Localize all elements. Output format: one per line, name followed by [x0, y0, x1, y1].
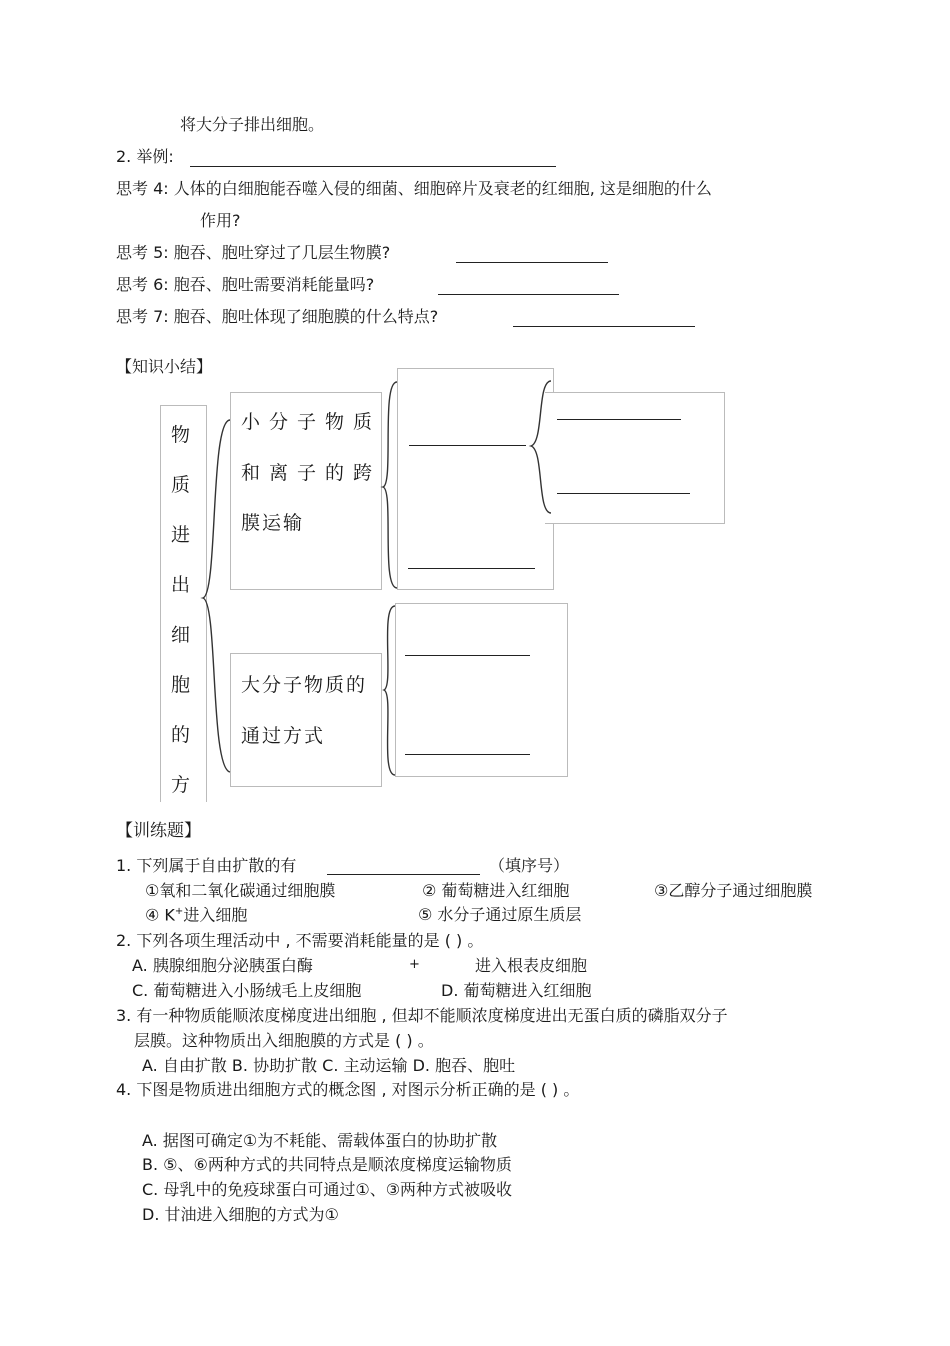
large-molecule-label: 大分子物质的 — [241, 674, 368, 696]
q4-option: D. 甘油进入细胞的方式为① — [142, 1205, 339, 1224]
q1-option-text: ④ K — [145, 905, 175, 925]
q2-option: D. 葡萄糖进入红细胞 — [441, 981, 592, 1000]
text-line: 将大分子排出细胞。 — [180, 115, 325, 134]
q2-plus: + — [409, 957, 420, 972]
q2-option: A. 胰腺细胞分泌胰蛋白酶 — [132, 956, 313, 975]
q2-option: 进入根表皮细胞 — [475, 956, 588, 975]
think-7: 思考 7: 胞吞、胞吐体现了细胞膜的什么特点? — [116, 307, 439, 326]
brace-passive — [531, 381, 551, 513]
q1-option: ③乙醇分子通过细胞膜 — [654, 881, 813, 900]
example-label: 2. 举例: — [116, 147, 174, 166]
think-4: 思考 4: 人体的白细胞能吞噬入侵的细菌、细胞碎片及衰老的红细胞, 这是细胞的什么 — [116, 179, 712, 198]
think-6: 思考 6: 胞吞、胞吐需要消耗能量吗? — [116, 275, 375, 294]
superscript: + — [174, 906, 184, 917]
q1-option: ①氧和二氧化碳通过细胞膜 — [145, 881, 336, 900]
question-1: 1. 下列属于自由扩散的有 — [116, 856, 297, 875]
q1-option: ⑤ 水分子通过原生质层 — [418, 905, 582, 924]
q1-answer-blank[interactable] — [327, 874, 480, 875]
q3-options: A. 自由扩散 B. 协助扩散 C. 主动运输 D. 胞吞、胞吐 — [142, 1056, 516, 1075]
main-char: 进 — [171, 524, 191, 546]
brace-main — [203, 420, 230, 772]
q1-option: ② 葡萄糖进入红细胞 — [422, 881, 570, 900]
main-char: 物 — [171, 424, 191, 446]
think-5: 思考 5: 胞吞、胞吐穿过了几层生物膜? — [116, 243, 391, 262]
question-3: 3. 有一种物质能顺浓度梯度进出细胞 , 但却不能顺浓度梯度进出无蛋白质的磷脂双分子 — [116, 1006, 728, 1025]
small-molecule-label: 膜运输 — [241, 512, 305, 534]
small-molecule-label: 和离子的跨 — [241, 462, 382, 484]
q4-option: A. 据图可确定①为不耗能、需载体蛋白的协助扩散 — [142, 1131, 498, 1150]
q4-option: C. 母乳中的免疫球蛋白可通过①、③两种方式被吸收 — [142, 1180, 513, 1199]
question-3-cont: 层膜。这种物质出入细胞膜的方式是 ( ) 。 — [134, 1031, 434, 1050]
question-2: 2. 下列各项生理活动中 , 不需要消耗能量的是 ( ) 。 — [116, 931, 484, 950]
q1-option-text: 进入细胞 — [183, 905, 248, 925]
brace-small — [383, 382, 397, 588]
main-char: 胞 — [171, 674, 191, 696]
brace-large — [384, 606, 395, 775]
question-4: 4. 下图是物质进出细胞方式的概念图 , 对图示分析正确的是 ( ) 。 — [116, 1080, 580, 1099]
main-char: 出 — [171, 574, 191, 596]
main-char: 质 — [171, 474, 191, 496]
summary-heading: 【知识小结】 — [116, 357, 213, 376]
main-char: 的 — [171, 724, 191, 746]
exercise-heading: 【训练题】 — [116, 821, 201, 841]
main-char: 方 — [171, 774, 191, 796]
question-1-hint: （填序号） — [489, 856, 570, 875]
think-4-cont: 作用? — [200, 211, 241, 230]
large-molecule-label: 通过方式 — [241, 725, 326, 747]
small-molecule-label: 小分子物质 — [241, 411, 382, 433]
q4-option: B. ⑤、⑥两种方式的共同特点是顺浓度梯度运输物质 — [142, 1155, 512, 1174]
main-char: 细 — [171, 624, 191, 646]
q1-option — [145, 907, 247, 923]
q2-option: C. 葡萄糖进入小肠绒毛上皮细胞 — [132, 981, 362, 1000]
